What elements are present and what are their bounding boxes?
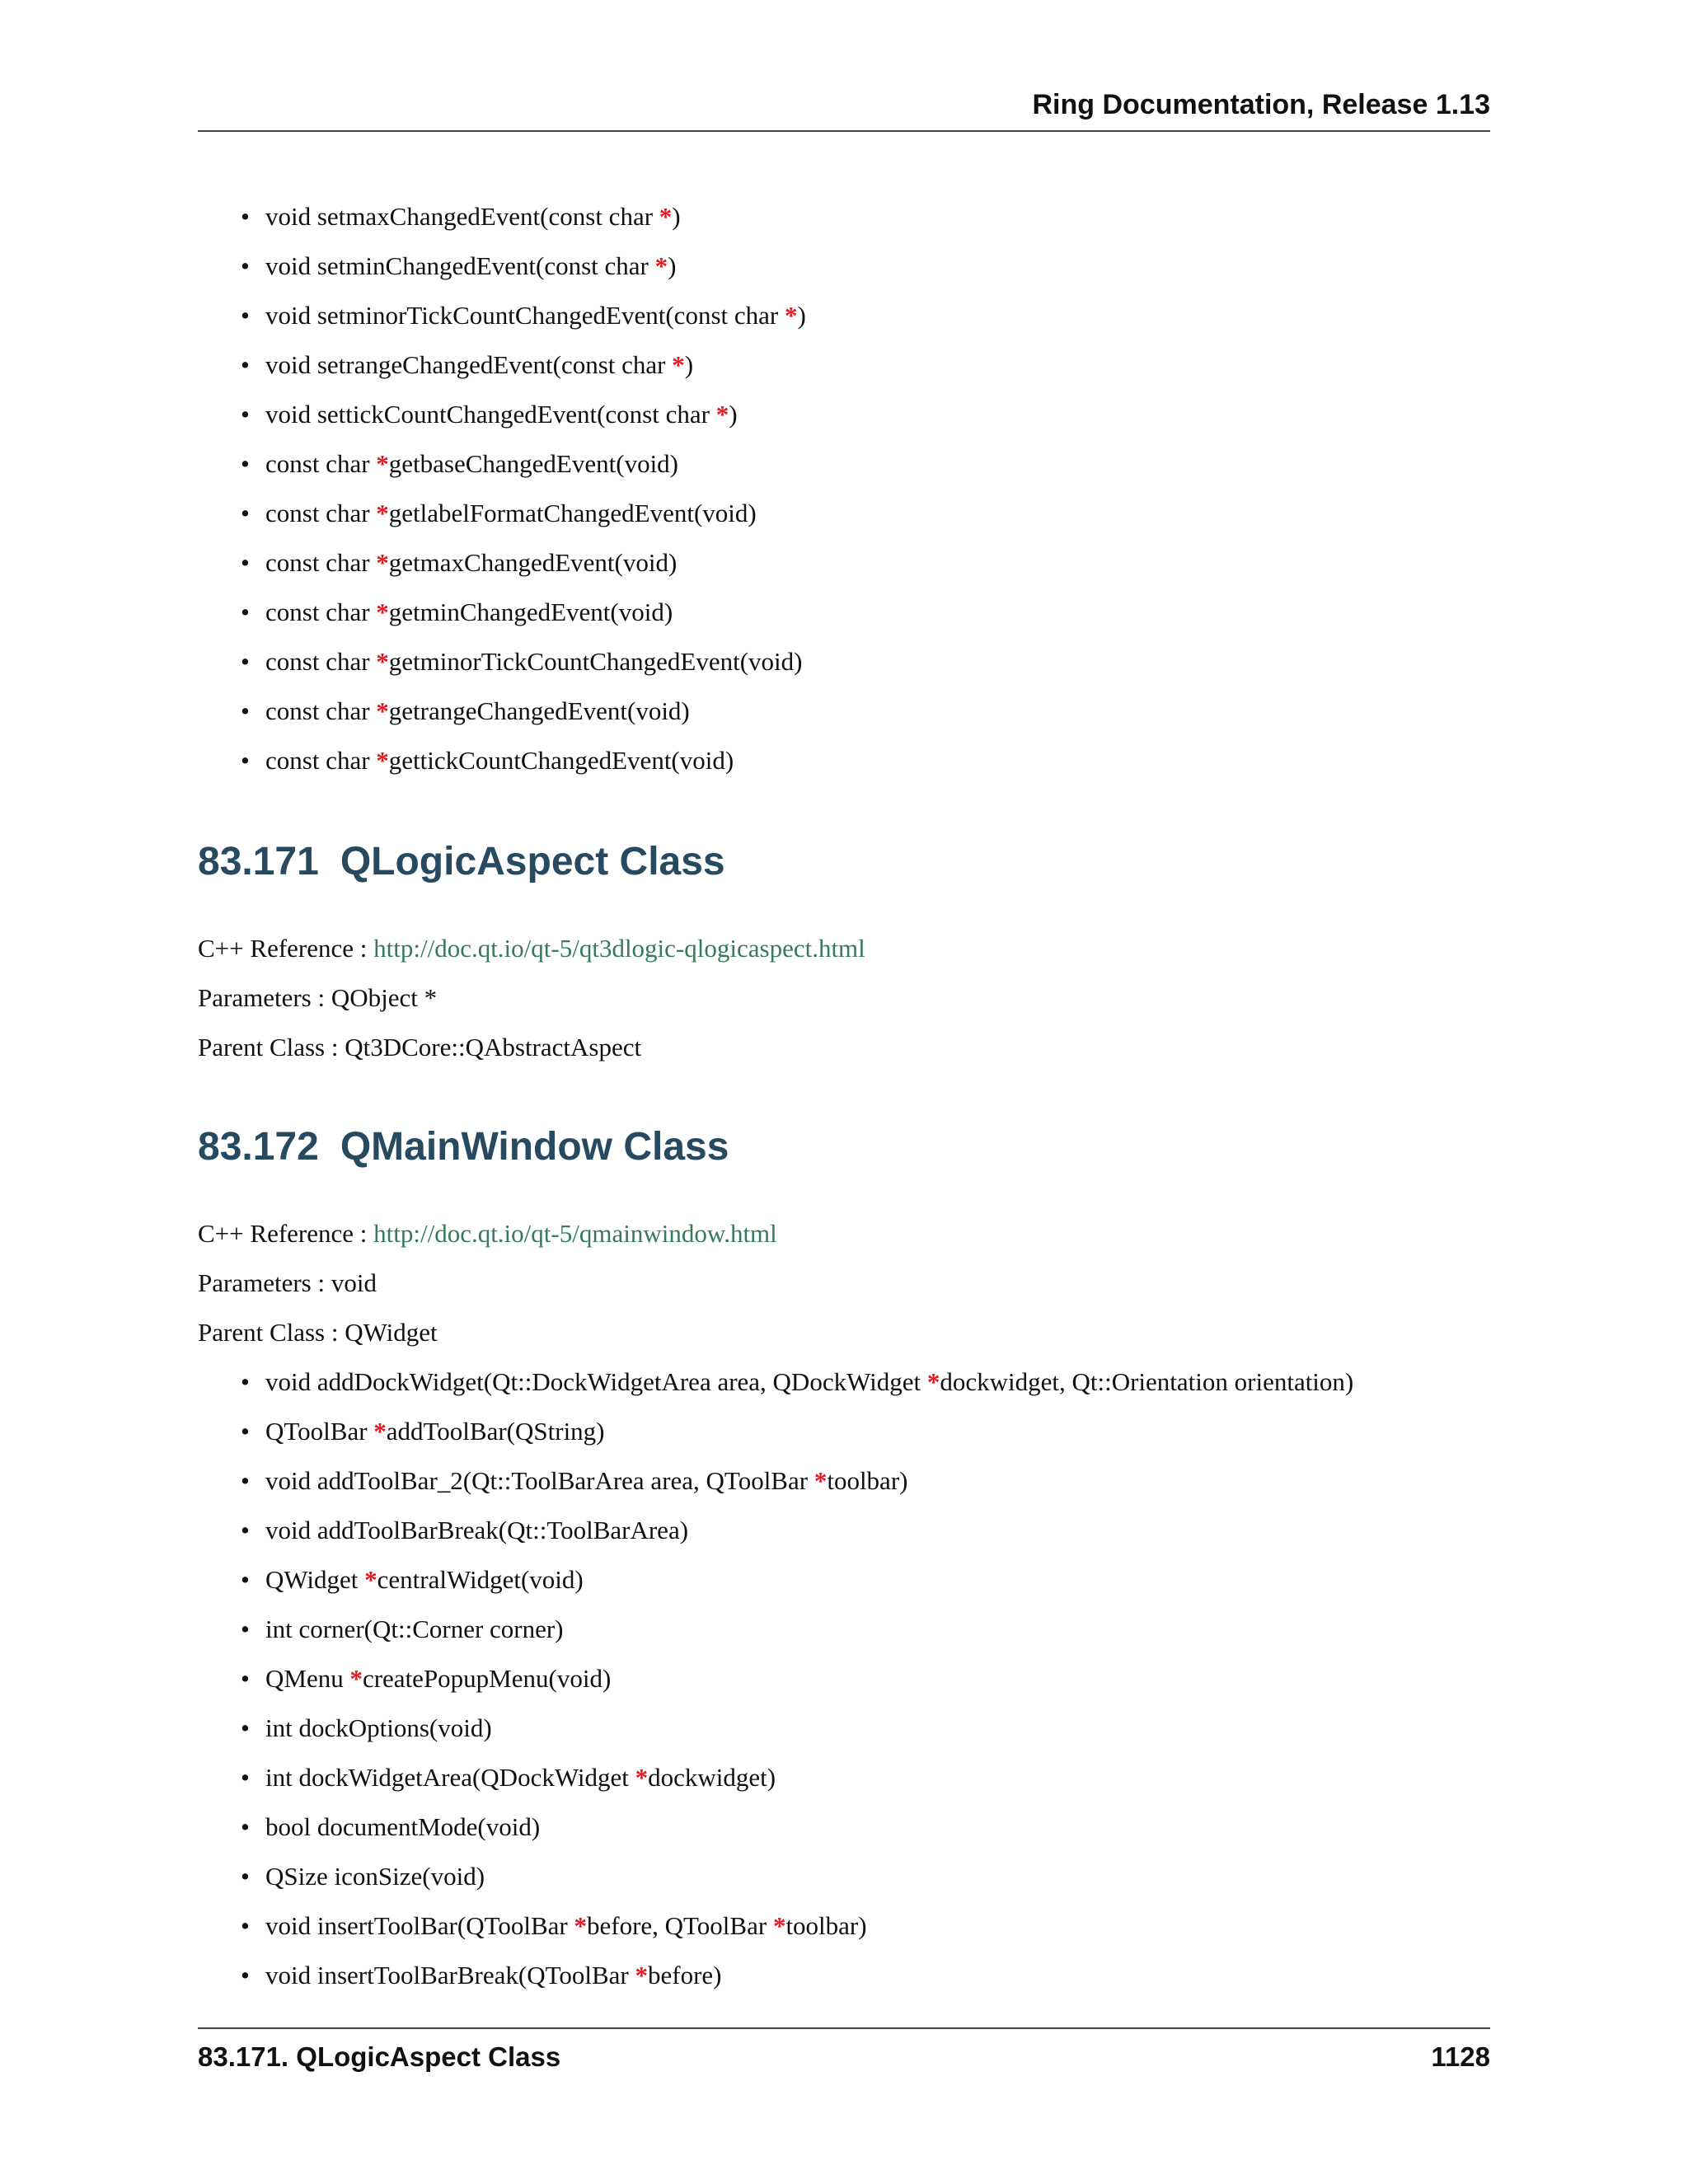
list-item <box>198 588 1490 637</box>
method-list-qmainwindow <box>198 1357 1490 2000</box>
list-item <box>198 1901 1490 1951</box>
signature-text: getminChangedEvent(void) <box>388 598 673 626</box>
signature-text: QToolBar <box>265 1417 374 1446</box>
list-item <box>198 1951 1490 2000</box>
signature-text: before, QToolBar <box>586 1911 773 1940</box>
signature-text: void settickCountChangedEvent(const char <box>265 400 716 429</box>
signature-text: void setminChangedEvent(const char <box>265 251 655 280</box>
signature-text: toolbar) <box>827 1466 908 1495</box>
signature-text: QMenu <box>265 1664 350 1693</box>
cpp-reference <box>198 1209 777 1258</box>
pointer-asterisk: * <box>814 1466 828 1495</box>
list-item <box>198 1555 1490 1605</box>
pointer-asterisk: * <box>364 1565 377 1594</box>
signature-text: dockwidget, Qt::Orientation orientation) <box>940 1367 1354 1396</box>
method-list-qvalueaxis <box>198 192 1490 785</box>
list-item <box>198 538 1490 588</box>
signature-text: const char <box>265 746 377 775</box>
signature-text: QSize iconSize(void) <box>265 1862 485 1891</box>
document-page <box>198 0 1490 2184</box>
signature-text: void setmaxChangedEvent(const char <box>265 202 659 231</box>
section-title: QMainWindow Class <box>340 1125 729 1169</box>
pointer-asterisk: * <box>376 548 389 577</box>
section-title: QLogicAspect Class <box>340 840 725 883</box>
signature-text: createPopupMenu(void) <box>362 1664 612 1693</box>
page-footer <box>198 2027 1490 2079</box>
pointer-asterisk: * <box>772 1911 786 1940</box>
list-item <box>198 637 1490 687</box>
list-item <box>198 1456 1490 1506</box>
signature-text: void addToolBarBreak(Qt::ToolBarArea) <box>265 1516 689 1544</box>
signature-text: getmaxChangedEvent(void) <box>388 548 678 577</box>
signature-text: void setminorTickCountChangedEvent(const char <box>265 301 785 330</box>
signature-text: centralWidget(void) <box>377 1565 584 1594</box>
cpp-reference-link[interactable]: http://doc.qt.io/qt-5/qt3dlogic-qlogicaspect.html <box>373 934 865 963</box>
signature-text: QWidget <box>265 1565 365 1594</box>
list-item <box>198 1407 1490 1456</box>
signature-text: dockwidget) <box>648 1763 776 1792</box>
parent-class: Parent Class : QWidget <box>198 1318 438 1347</box>
signature-text: const char <box>265 449 377 478</box>
pointer-asterisk: * <box>672 350 685 379</box>
signature-text: toolbar) <box>785 1911 867 1940</box>
signature-text: void addDockWidget(Qt::DockWidgetArea area, QDockWidget <box>265 1367 927 1396</box>
signature-text: bool documentMode(void) <box>265 1812 541 1841</box>
signature-text: gettickCountChangedEvent(void) <box>388 746 734 775</box>
section-heading-qlogicaspect <box>198 837 725 887</box>
parameters: Parameters : void <box>198 1268 377 1297</box>
cpp-reference-label: C++ Reference : <box>198 1219 374 1248</box>
signature-text: const char <box>265 647 377 676</box>
pointer-asterisk: * <box>574 1911 587 1940</box>
list-item <box>198 1753 1490 1802</box>
list-item <box>198 1654 1490 1704</box>
signature-text: const char <box>265 696 377 725</box>
signature-text: getminorTickCountChangedEvent(void) <box>388 647 803 676</box>
signature-text: void setrangeChangedEvent(const char <box>265 350 673 379</box>
list-item <box>198 736 1490 785</box>
pointer-asterisk: * <box>635 1961 649 1990</box>
signature-text: const char <box>265 499 377 527</box>
parameters: Parameters : QObject * <box>198 983 438 1012</box>
list-item <box>198 1506 1490 1555</box>
pointer-asterisk: * <box>635 1763 649 1792</box>
signature-text: void insertToolBar(QToolBar <box>265 1911 574 1940</box>
list-item <box>198 1357 1490 1407</box>
pointer-asterisk: * <box>715 400 729 429</box>
pointer-asterisk: * <box>376 449 389 478</box>
cpp-reference-label: C++ Reference : <box>198 934 374 963</box>
signature-text: before) <box>648 1961 722 1990</box>
list-item <box>198 439 1490 489</box>
section-number: 83.172 <box>198 1125 319 1169</box>
pointer-asterisk: * <box>376 499 389 527</box>
list-item <box>198 687 1490 736</box>
parent-class: Parent Class : Qt3DCore::QAbstractAspect <box>198 1033 642 1062</box>
cpp-reference-link[interactable]: http://doc.qt.io/qt-5/qmainwindow.html <box>373 1219 777 1248</box>
list-item <box>198 489 1490 538</box>
pointer-asterisk: * <box>376 647 389 676</box>
pointer-asterisk: * <box>376 696 389 725</box>
signature-text: addToolBar(QString) <box>386 1417 605 1446</box>
signature-text: int dockWidgetArea(QDockWidget <box>265 1763 635 1792</box>
list-item <box>198 241 1490 291</box>
signature-text: int dockOptions(void) <box>265 1713 492 1742</box>
section-heading-qmainwindow <box>198 1122 729 1172</box>
pointer-asterisk: * <box>376 598 389 626</box>
signature-text: ) <box>672 202 681 231</box>
pointer-asterisk: * <box>376 746 389 775</box>
document-title: Ring Documentation, Release 1.13 <box>1032 89 1490 120</box>
signature-text: const char <box>265 598 377 626</box>
signature-text: ) <box>729 400 738 429</box>
signature-text: void insertToolBarBreak(QToolBar <box>265 1961 635 1990</box>
signature-text: getlabelFormatChangedEvent(void) <box>388 499 757 527</box>
list-item <box>198 291 1490 340</box>
pointer-asterisk: * <box>654 251 668 280</box>
list-item <box>198 340 1490 390</box>
signature-text: ) <box>797 301 806 330</box>
section-number: 83.171 <box>198 840 319 883</box>
signature-text: ) <box>684 350 694 379</box>
signature-text: getbaseChangedEvent(void) <box>388 449 678 478</box>
list-item <box>198 1704 1490 1753</box>
signature-text: ) <box>668 251 677 280</box>
pointer-asterisk: * <box>373 1417 387 1446</box>
list-item <box>198 390 1490 439</box>
signature-text: getrangeChangedEvent(void) <box>388 696 690 725</box>
signature-text: const char <box>265 548 377 577</box>
footer-section: 83.171. QLogicAspect Class <box>198 2041 561 2072</box>
list-item <box>198 1605 1490 1654</box>
list-item <box>198 1852 1490 1901</box>
list-item <box>198 192 1490 241</box>
pointer-asterisk: * <box>784 301 798 330</box>
list-item <box>198 1802 1490 1852</box>
signature-text: int corner(Qt::Corner corner) <box>265 1615 564 1643</box>
page-number: 1128 <box>1431 2041 1490 2072</box>
pointer-asterisk: * <box>659 202 673 231</box>
pointer-asterisk: * <box>349 1664 363 1693</box>
cpp-reference <box>198 924 865 973</box>
pointer-asterisk: * <box>926 1367 940 1396</box>
page-header <box>198 89 1490 132</box>
signature-text: void addToolBar_2(Qt::ToolBarArea area, QToolBar <box>265 1466 814 1495</box>
